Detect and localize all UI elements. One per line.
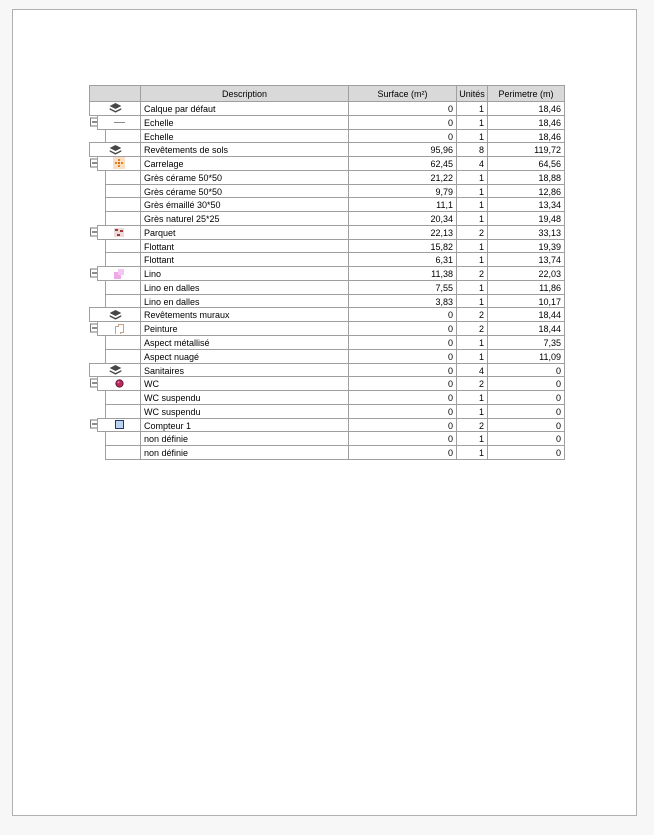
description-cell: Compteur 1 bbox=[140, 418, 349, 433]
row-icon-box bbox=[97, 156, 141, 171]
row-icon-box bbox=[105, 294, 141, 309]
tree-cell bbox=[89, 252, 141, 266]
tree-cell bbox=[89, 225, 141, 239]
table-row[interactable] bbox=[89, 390, 565, 404]
surface-cell: 11,1 bbox=[348, 197, 457, 212]
page-sheet bbox=[12, 9, 637, 816]
unites-cell: 1 bbox=[456, 129, 488, 144]
perimetre-cell: 18,88 bbox=[487, 170, 565, 185]
tree-cell bbox=[89, 418, 141, 432]
tree-cell bbox=[89, 280, 141, 294]
unites-cell: 1 bbox=[456, 184, 488, 199]
table-row[interactable] bbox=[89, 335, 565, 349]
perimetre-cell: 7,35 bbox=[487, 335, 565, 350]
tree-cell bbox=[89, 294, 141, 308]
perimetre-cell: 0 bbox=[487, 390, 565, 405]
unites-cell: 2 bbox=[456, 321, 488, 336]
perimetre-cell: 18,46 bbox=[487, 129, 565, 144]
surface-cell: 22,13 bbox=[348, 225, 457, 240]
table-row[interactable] bbox=[89, 445, 565, 459]
layers-icon bbox=[109, 365, 122, 375]
tree-cell bbox=[89, 349, 141, 363]
table-header-row bbox=[89, 85, 565, 101]
surface-cell: 0 bbox=[348, 418, 457, 433]
unites-cell: 8 bbox=[456, 142, 488, 157]
description-cell: Revêtements de sols bbox=[140, 142, 349, 157]
row-icon-box bbox=[105, 404, 141, 419]
header-unites: Unités bbox=[456, 85, 488, 102]
unites-cell: 1 bbox=[456, 211, 488, 226]
description-cell: Lino en dalles bbox=[140, 280, 349, 295]
table-row[interactable] bbox=[89, 184, 565, 198]
perimetre-cell: 19,48 bbox=[487, 211, 565, 226]
unites-cell: 1 bbox=[456, 197, 488, 212]
surface-cell: 0 bbox=[348, 307, 457, 322]
surface-cell: 7,55 bbox=[348, 280, 457, 295]
description-cell: Revêtements muraux bbox=[140, 307, 349, 322]
unites-cell: 1 bbox=[456, 280, 488, 295]
row-icon-box bbox=[97, 115, 141, 130]
row-icon-box bbox=[105, 184, 141, 199]
unites-cell: 2 bbox=[456, 266, 488, 281]
table-row[interactable] bbox=[89, 197, 565, 211]
perimetre-cell: 13,34 bbox=[487, 197, 565, 212]
perimetre-cell: 19,39 bbox=[487, 239, 565, 254]
description-cell: Parquet bbox=[140, 225, 349, 240]
table-row[interactable] bbox=[89, 252, 565, 266]
description-cell: Grès cérame 50*50 bbox=[140, 184, 349, 199]
layers-icon bbox=[109, 103, 122, 113]
tree-cell bbox=[89, 390, 141, 404]
description-cell: Grès naturel 25*25 bbox=[140, 211, 349, 226]
tree-cell bbox=[89, 239, 141, 253]
row-icon-box bbox=[89, 307, 141, 322]
tree-cell bbox=[89, 129, 141, 143]
unites-cell: 1 bbox=[456, 404, 488, 419]
surface-cell: 0 bbox=[348, 404, 457, 419]
perimetre-cell: 33,13 bbox=[487, 225, 565, 240]
tree-cell bbox=[89, 335, 141, 349]
dash-icon bbox=[114, 121, 125, 124]
row-icon-box bbox=[105, 197, 141, 212]
surface-cell: 9,79 bbox=[348, 184, 457, 199]
surface-cell: 62,45 bbox=[348, 156, 457, 171]
row-icon-box bbox=[97, 225, 141, 240]
surface-cell: 11,38 bbox=[348, 266, 457, 281]
table-row[interactable] bbox=[89, 363, 565, 377]
unites-cell: 1 bbox=[456, 390, 488, 405]
unites-cell: 4 bbox=[456, 156, 488, 171]
unites-cell: 1 bbox=[456, 101, 488, 116]
description-cell: Grès émaillé 30*50 bbox=[140, 197, 349, 212]
unites-cell: 1 bbox=[456, 252, 488, 267]
tile-hatch-icon bbox=[113, 157, 125, 169]
unites-cell: 1 bbox=[456, 431, 488, 446]
table-row[interactable] bbox=[89, 280, 565, 294]
unites-cell: 2 bbox=[456, 376, 488, 391]
table-row[interactable] bbox=[89, 225, 565, 239]
table-row[interactable] bbox=[89, 376, 565, 390]
description-cell: Flottant bbox=[140, 239, 349, 254]
surface-cell: 0 bbox=[348, 335, 457, 350]
table-row[interactable] bbox=[89, 156, 565, 170]
description-cell: WC suspendu bbox=[140, 404, 349, 419]
unites-cell: 2 bbox=[456, 418, 488, 433]
row-icon-box bbox=[89, 142, 141, 157]
surface-cell: 0 bbox=[348, 363, 457, 378]
perimetre-cell: 10,17 bbox=[487, 294, 565, 309]
tree-cell bbox=[89, 266, 141, 280]
wc-icon bbox=[114, 378, 125, 389]
row-icon-box bbox=[89, 101, 141, 116]
tree-cell bbox=[89, 307, 141, 321]
perimetre-cell: 119,72 bbox=[487, 142, 565, 157]
description-cell: Aspect métallisé bbox=[140, 335, 349, 350]
perimetre-cell: 18,46 bbox=[487, 115, 565, 130]
layers-icon bbox=[109, 310, 122, 320]
row-icon-box bbox=[97, 266, 141, 281]
row-icon-box bbox=[105, 445, 141, 460]
row-icon-box bbox=[105, 390, 141, 405]
table-row[interactable] bbox=[89, 101, 565, 115]
perimetre-cell: 18,44 bbox=[487, 307, 565, 322]
row-icon-box bbox=[89, 363, 141, 378]
surface-cell: 0 bbox=[348, 321, 457, 336]
perimetre-cell: 11,09 bbox=[487, 349, 565, 364]
unites-cell: 1 bbox=[456, 335, 488, 350]
table-row[interactable] bbox=[89, 115, 565, 129]
perimetre-cell: 64,56 bbox=[487, 156, 565, 171]
surface-cell: 21,22 bbox=[348, 170, 457, 185]
parquet-icon bbox=[113, 226, 125, 238]
table-row[interactable] bbox=[89, 211, 565, 225]
row-icon-box bbox=[105, 252, 141, 267]
table-row[interactable] bbox=[89, 239, 565, 253]
perimetre-cell: 18,44 bbox=[487, 321, 565, 336]
header-surface: Surface (m²) bbox=[348, 85, 457, 102]
surface-cell: 0 bbox=[348, 101, 457, 116]
description-cell: WC suspendu bbox=[140, 390, 349, 405]
header-description: Description bbox=[140, 85, 349, 102]
description-cell: Lino bbox=[140, 266, 349, 281]
tree-cell bbox=[89, 197, 141, 211]
row-icon-box bbox=[105, 239, 141, 254]
perimetre-cell: 22,03 bbox=[487, 266, 565, 281]
tree-cell bbox=[89, 156, 141, 170]
description-cell: Grès cérame 50*50 bbox=[140, 170, 349, 185]
unites-cell: 1 bbox=[456, 349, 488, 364]
row-icon-box bbox=[97, 376, 141, 391]
tree-cell bbox=[89, 431, 141, 445]
perimetre-cell: 0 bbox=[487, 363, 565, 378]
row-icon-box bbox=[105, 211, 141, 226]
table-row[interactable] bbox=[89, 266, 565, 280]
table-row[interactable] bbox=[89, 349, 565, 363]
description-cell: Aspect nuagé bbox=[140, 349, 349, 364]
row-icon-box bbox=[97, 418, 141, 433]
row-icon-box bbox=[105, 280, 141, 295]
header-perimetre: Perimetre (m) bbox=[487, 85, 565, 102]
tree-cell bbox=[89, 404, 141, 418]
perimetre-cell: 0 bbox=[487, 418, 565, 433]
row-icon-box bbox=[105, 349, 141, 364]
table-row[interactable] bbox=[89, 129, 565, 143]
surface-cell: 95,96 bbox=[348, 142, 457, 157]
row-icon-box bbox=[105, 335, 141, 350]
surface-cell: 6,31 bbox=[348, 252, 457, 267]
description-cell: Echelle bbox=[140, 115, 349, 130]
surface-cell: 0 bbox=[348, 431, 457, 446]
tree-cell bbox=[89, 363, 141, 377]
perimetre-cell: 0 bbox=[487, 404, 565, 419]
paint-outline-icon bbox=[113, 323, 125, 335]
description-cell: Peinture bbox=[140, 321, 349, 336]
tree-cell bbox=[89, 142, 141, 156]
table-row[interactable] bbox=[89, 321, 565, 335]
row-icon-box bbox=[97, 321, 141, 336]
tree-cell bbox=[89, 321, 141, 335]
unites-cell: 2 bbox=[456, 225, 488, 240]
tree-cell bbox=[89, 101, 141, 115]
unites-cell: 1 bbox=[456, 294, 488, 309]
row-icon-box bbox=[105, 431, 141, 446]
tree-cell bbox=[89, 184, 141, 198]
row-icon-box bbox=[105, 129, 141, 144]
unites-cell: 1 bbox=[456, 445, 488, 460]
row-icon-box bbox=[105, 170, 141, 185]
perimetre-cell: 18,46 bbox=[487, 101, 565, 116]
unites-cell: 1 bbox=[456, 115, 488, 130]
unites-cell: 1 bbox=[456, 239, 488, 254]
surface-cell: 20,34 bbox=[348, 211, 457, 226]
surface-cell: 0 bbox=[348, 376, 457, 391]
perimetre-cell: 0 bbox=[487, 431, 565, 446]
table-row[interactable] bbox=[89, 307, 565, 321]
table-row[interactable] bbox=[89, 404, 565, 418]
description-cell: Carrelage bbox=[140, 156, 349, 171]
description-cell: Sanitaires bbox=[140, 363, 349, 378]
layers-icon bbox=[109, 145, 122, 155]
surface-cell: 3,83 bbox=[348, 294, 457, 309]
description-cell: Flottant bbox=[140, 252, 349, 267]
description-cell: Echelle bbox=[140, 129, 349, 144]
tree-cell bbox=[89, 211, 141, 225]
description-cell: Calque par défaut bbox=[140, 101, 349, 116]
table-row[interactable] bbox=[89, 142, 565, 156]
table-row[interactable] bbox=[89, 418, 565, 432]
description-cell: non définie bbox=[140, 431, 349, 446]
tree-cell bbox=[89, 115, 141, 129]
tree-cell bbox=[89, 376, 141, 390]
counter-icon bbox=[114, 419, 125, 430]
description-cell: WC bbox=[140, 376, 349, 391]
table-body bbox=[89, 101, 565, 459]
table-row[interactable] bbox=[89, 431, 565, 445]
surface-cell: 0 bbox=[348, 129, 457, 144]
surface-cell: 0 bbox=[348, 445, 457, 460]
surface-cell: 0 bbox=[348, 349, 457, 364]
perimetre-cell: 0 bbox=[487, 445, 565, 460]
unites-cell: 1 bbox=[456, 170, 488, 185]
surface-cell: 0 bbox=[348, 390, 457, 405]
tree-cell bbox=[89, 445, 141, 459]
header-tree-column bbox=[89, 85, 141, 102]
description-cell: non définie bbox=[140, 445, 349, 460]
surface-cell: 0 bbox=[348, 115, 457, 130]
table-row[interactable] bbox=[89, 170, 565, 184]
unites-cell: 2 bbox=[456, 307, 488, 322]
perimetre-cell: 13,74 bbox=[487, 252, 565, 267]
perimetre-cell: 12,86 bbox=[487, 184, 565, 199]
lino-icon bbox=[113, 268, 125, 280]
tree-cell bbox=[89, 170, 141, 184]
table-row[interactable] bbox=[89, 294, 565, 308]
surface-cell: 15,82 bbox=[348, 239, 457, 254]
perimetre-cell: 0 bbox=[487, 376, 565, 391]
perimetre-cell: 11,86 bbox=[487, 280, 565, 295]
measurement-table bbox=[89, 85, 565, 459]
description-cell: Lino en dalles bbox=[140, 294, 349, 309]
unites-cell: 4 bbox=[456, 363, 488, 378]
